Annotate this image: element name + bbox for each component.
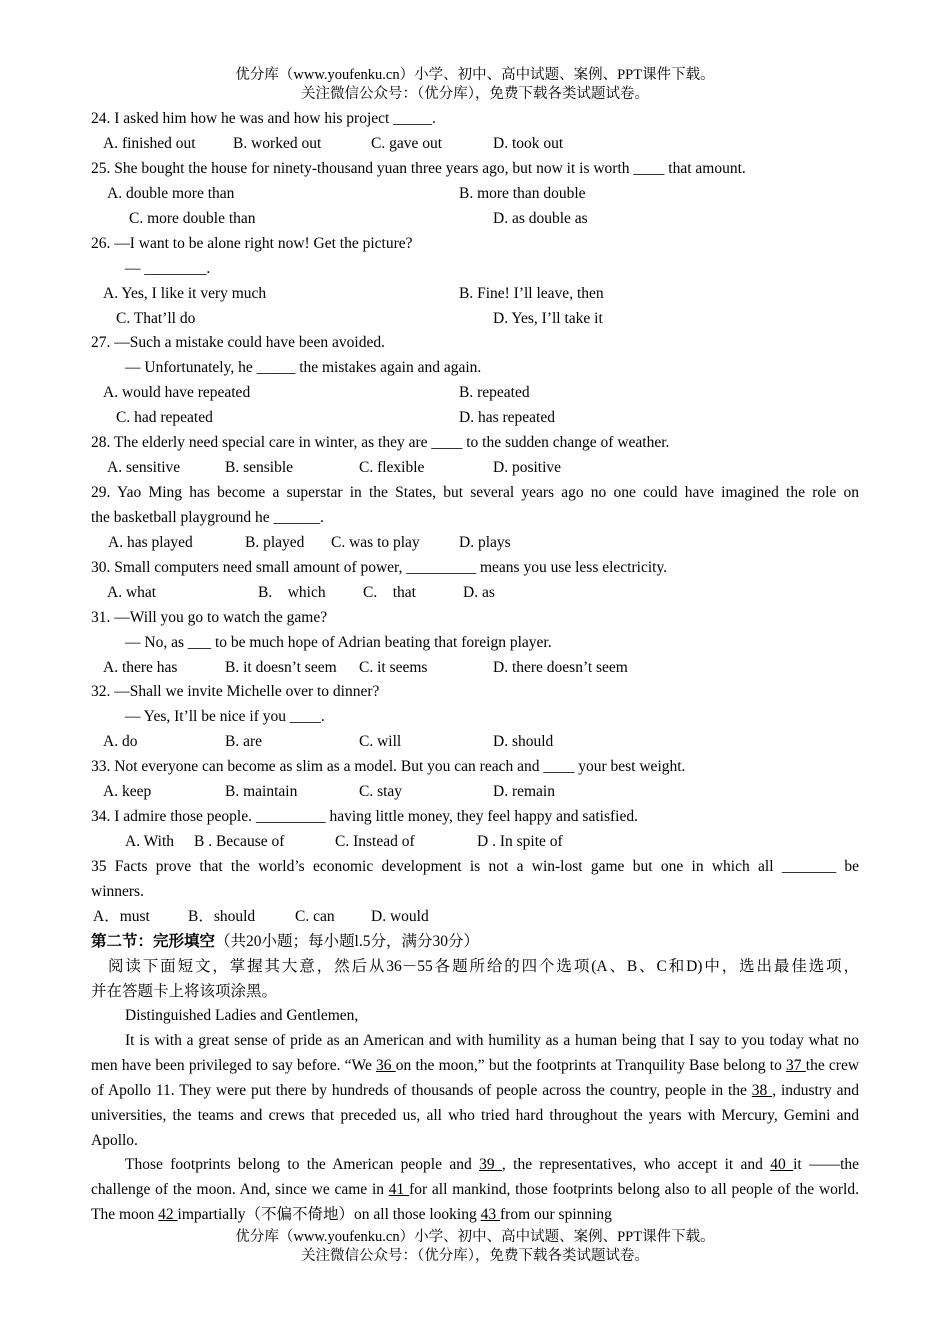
p2-text-1: Those footprints belong to the American people and: [125, 1156, 480, 1173]
blank-41: 41: [388, 1181, 410, 1198]
q32-stem: 32. —Shall we invite Michelle over to dinner?: [91, 683, 380, 700]
q32-option-c: C. will: [359, 733, 402, 750]
q35-option-a: A．must: [93, 908, 150, 925]
blank-43: 43: [480, 1206, 500, 1223]
q35-stem-line-2: winners.: [91, 883, 144, 900]
q30-option-b: B. which: [258, 584, 326, 601]
q26-stem: 26. —I want to be alone right now! Get the picture?: [91, 235, 413, 252]
q31-option-d: D. there doesn’t seem: [493, 659, 628, 676]
q29-option-b: B. played: [245, 534, 305, 551]
q34-option-b: B . Because of: [194, 833, 285, 850]
p2-text-4: for all mankind, those footprints belong also to all people of the world. The moon: [91, 1181, 859, 1223]
q26-option-c: C. That’ll do: [116, 310, 196, 327]
q32-option-d: D. should: [493, 733, 554, 750]
q24-stem: 24. I asked him how he was and how his project _____.: [91, 110, 436, 127]
section-info: （共20小题；每小题l.5分，满分30分）: [215, 933, 479, 950]
q29-stem-line-1: 29. Yao Ming has become a superstar in the States, but several years ago no one could have imagined the role on: [91, 484, 859, 501]
p1-text-3: the crew of Apollo 11. They were put there by hundreds of thousands of people across the country, people in the: [91, 1057, 860, 1099]
q27-option-b: B. repeated: [459, 384, 530, 401]
q24-option-c: C. gave out: [371, 135, 443, 152]
header-line-2: 关注微信公众号：（优分库），免费下载各类试题试卷。: [301, 86, 649, 102]
blank-38: 38: [751, 1082, 773, 1099]
q28-option-a: A. sensitive: [107, 459, 181, 476]
blank-42: 42: [158, 1206, 178, 1223]
header-line-1: 优分库（www.youfenku.cn）小学、初中、高中试题、案例、PPT课件下载。: [235, 67, 715, 83]
q28-option-c: C. flexible: [359, 459, 425, 476]
q29-option-c: C. was to play: [331, 534, 420, 551]
q29-stem-line-2: the basketball playground he ______.: [91, 509, 324, 526]
p1-text-1: It is with a great sense of pride as an American and with humility as a human being that I say to you today what no men have been privileged to say before. “We: [91, 1032, 859, 1074]
q30-option-d: D. as: [463, 584, 495, 601]
q31-option-a: A. there has: [103, 659, 178, 676]
passage-paragraph-1: [91, 1028, 859, 1153]
blank-37: 37: [786, 1057, 806, 1074]
q26-option-a: A. Yes, I like it very much: [103, 285, 267, 302]
q27-stem: 27. —Such a mistake could have been avoided.: [91, 334, 385, 351]
q27-option-c: C. had repeated: [116, 409, 213, 426]
q28-option-d: D. positive: [493, 459, 562, 476]
q28-option-b: B. sensible: [225, 459, 294, 476]
footer-line-1: 优分库（www.youfenku.cn）小学、初中、高中试题、案例、PPT课件下载。: [235, 1229, 715, 1245]
q29-option-d: D. plays: [459, 534, 511, 551]
q35-option-c: C. can: [295, 908, 335, 925]
q26-option-d: D. Yes, I’ll take it: [493, 310, 603, 327]
q28-stem: 28. The elderly need special care in winter, as they are ____ to the sudden change of weather.: [91, 434, 670, 451]
passage-greeting: Distinguished Ladies and Gentlemen,: [125, 1007, 359, 1024]
q32-option-b: B. are: [225, 733, 263, 750]
q26-reply: — ________.: [125, 260, 211, 277]
q34-stem: 34. I admire those people. _________ having little money, they feel happy and satisfied.: [91, 808, 638, 825]
q24-option-b: B. worked out: [233, 135, 322, 152]
q27-reply: — Unfortunately, he _____ the mistakes again and again.: [125, 359, 482, 376]
p2-text-5: impartially（不偏不倚地）on all those looking: [177, 1206, 481, 1223]
instructions-line-2: 并在答题卡上将该项涂黑。: [91, 983, 278, 1000]
q25-option-b: B. more than double: [459, 185, 586, 202]
q33-option-c: C. stay: [359, 783, 403, 800]
q33-option-d: D. remain: [493, 783, 555, 800]
q31-stem: 31. —Will you go to watch the game?: [91, 609, 328, 626]
instructions-line-1: 阅读下面短文，掌握其大意，然后从36－55各题所给的四个选项(A、B、C和D)中，选出最佳选项，: [108, 958, 859, 975]
q30-option-a: A. what: [107, 584, 157, 601]
q26-option-b: B. Fine! I’ll leave, then: [459, 285, 604, 302]
q33-stem: 33. Not everyone can become as slim as a model. But you can reach and ____ your best weight.: [91, 758, 686, 775]
q35-option-d: D. would: [371, 908, 429, 925]
section-heading: [91, 929, 479, 954]
q31-reply: — No, as ___ to be much hope of Adrian beating that foreign player.: [125, 634, 552, 651]
q25-stem: 25. She bought the house for ninety-thousand yuan three years ago, but now it is worth ____ that amount.: [91, 160, 746, 177]
q27-option-d: D. has repeated: [459, 409, 555, 426]
q31-option-b: B. it doesn’t seem: [225, 659, 337, 676]
q32-option-a: A. do: [103, 733, 138, 750]
q29-option-a: A. has played: [108, 534, 193, 551]
q35-option-b: B．should: [188, 908, 256, 925]
q31-option-c: C. it seems: [359, 659, 428, 676]
footer-line-2: 关注微信公众号：（优分库），免费下载各类试题试卷。: [301, 1248, 649, 1264]
p1-text-4: , industry and universities, the teams and crews that preceded us, all who tried hard throughout the years with Mercury, Gemini and Apollo.: [91, 1082, 860, 1149]
q34-option-a: A. With: [125, 833, 175, 850]
q33-option-a: A. keep: [103, 783, 152, 800]
q34-option-d: D . In spite of: [477, 833, 563, 850]
q35-stem-line-1: 35 Facts prove that the world’s economic development is not a win-lost game but one in which all _______ be: [91, 858, 859, 875]
p2-text-3: it ——the challenge of the moon. And, since we came in: [91, 1156, 860, 1198]
q30-option-c: C. that: [363, 584, 416, 601]
blank-39: 39: [479, 1156, 502, 1173]
blank-40: 40: [770, 1156, 794, 1173]
p2-text-6: from our spinning: [500, 1206, 612, 1223]
q32-reply: — Yes, It’ll be nice if you ____.: [125, 708, 325, 725]
q27-option-a: A. would have repeated: [103, 384, 251, 401]
p2-text-2: , the representatives, who accept it and: [501, 1156, 771, 1173]
q24-option-a: A. finished out: [103, 135, 196, 152]
q25-option-d: D. as double as: [493, 210, 588, 227]
section-title: 第二节：完形填空: [91, 933, 216, 950]
p1-text-2: on the moon,” but the footprints at Tranquility Base belong to: [395, 1057, 787, 1074]
q30-stem: 30. Small computers need small amount of power, _________ means you use less electricity.: [91, 559, 668, 576]
q24-option-d: D. took out: [493, 135, 564, 152]
q25-option-c: C. more double than: [129, 210, 256, 227]
q33-option-b: B. maintain: [225, 783, 298, 800]
q34-option-c: C. Instead of: [335, 833, 415, 850]
q25-option-a: A. double more than: [107, 185, 235, 202]
passage-paragraph-2: [91, 1152, 859, 1227]
blank-36: 36: [376, 1057, 396, 1074]
